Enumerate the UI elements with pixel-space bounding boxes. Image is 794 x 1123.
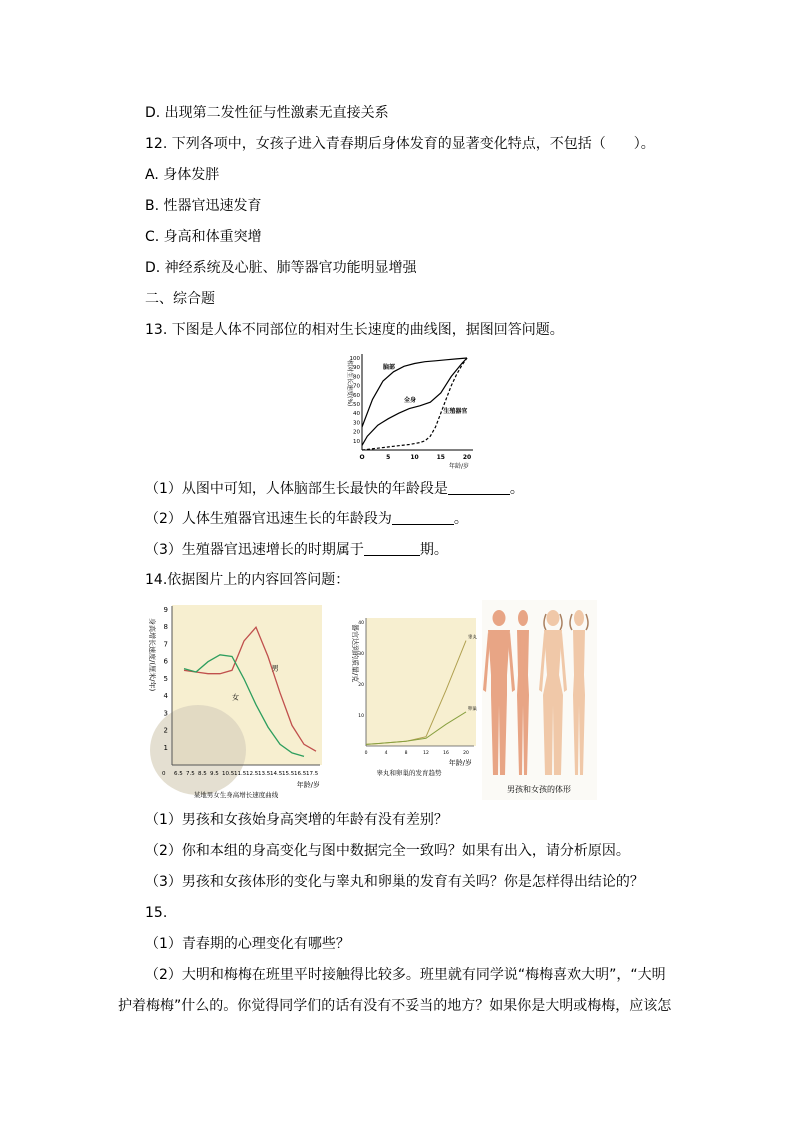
head-shape — [518, 610, 528, 626]
series-label: 生殖器官 — [443, 408, 468, 416]
body-shape-figure — [482, 600, 597, 800]
y-tick-label: 20 — [358, 683, 364, 688]
y-axis-label: 身高增长速度/(厘米/年) — [148, 618, 156, 692]
q15-stem: 15. — [145, 905, 168, 921]
y-tick-label: 30 — [353, 420, 360, 427]
x-tick-label: 12.5 — [246, 771, 259, 777]
x-tick-label: 4 — [384, 751, 388, 756]
figure-caption: 男孩和女孩的体形 — [507, 785, 571, 794]
head-shape — [547, 610, 560, 626]
x-axis-label: 年龄/岁 — [296, 781, 320, 789]
chart-caption: 睾丸和卵巢的发育趋势 — [376, 769, 442, 777]
x-tick-label: 10 — [410, 454, 419, 461]
y-tick-label: 2 — [163, 726, 168, 735]
x-tick-label: 5 — [386, 454, 391, 461]
answer-blank[interactable] — [364, 541, 420, 556]
y-tick-label: 7 — [163, 640, 168, 649]
q12-option-d: D. 神经系统及心脏、肺等器官功能明显增强 — [145, 260, 417, 276]
answer-blank[interactable] — [448, 480, 510, 495]
x-tick-label: 7.5 — [186, 771, 195, 777]
y-axis-label: 器官达到的质量/克 — [351, 624, 359, 683]
q12-option-b: B. 性器官迅速发育 — [145, 198, 262, 214]
x-tick-label: 11.5 — [234, 771, 247, 777]
section-2-heading: 二、综合题 — [145, 291, 215, 307]
gonad-development-chart — [336, 600, 482, 800]
y-tick-label: 80 — [353, 374, 360, 381]
series-label: 卵巢 — [468, 706, 477, 712]
q13-sub2: （2）人体生殖器官迅速生长的年龄段为 。 — [145, 511, 468, 527]
q14-sub2: （2）你和本组的身高变化与图中数据完全一致吗？如果有出入，请分析原因。 — [145, 843, 630, 859]
x-tick-label: 6.5 — [174, 771, 183, 777]
x-tick-label: 0 — [162, 771, 166, 777]
q14-sub3: （3）男孩和女孩体形的变化与睾丸和卵巢的发育有关吗？你是怎样得出结论的？ — [145, 874, 644, 890]
series-label: 全身 — [404, 397, 417, 405]
x-tick-label: 8.5 — [198, 771, 207, 777]
y-tick-label: 40 — [358, 621, 364, 626]
q11-option-d: D. 出现第二发性征与性激素无直接关系 — [145, 105, 389, 121]
y-tick-label: 90 — [353, 365, 360, 372]
y-tick-label: 60 — [353, 392, 360, 399]
y-tick-label: 9 — [163, 606, 168, 614]
y-tick-label: 8 — [163, 623, 168, 632]
y-tick-label: 1 — [163, 743, 168, 752]
y-tick-label: 10 — [358, 714, 364, 719]
head-shape — [574, 610, 584, 626]
y-tick-label: 3 — [163, 709, 168, 718]
q15-sub2-line2: 护着梅梅”什么的。你觉得同学们的话有没有不妥当的地方？如果你是大明或梅梅，应该怎 — [118, 998, 672, 1014]
x-tick-label: 16.5 — [294, 771, 307, 777]
q13-stem: 13. 下图是人体不同部位的相对生长速度的曲线图，据图回答问题。 — [145, 322, 564, 338]
series-label: 女 — [232, 693, 239, 702]
x-tick-label: 13.5 — [258, 771, 271, 777]
q13-sub1: （1）从图中可知，人体脑部生长最快的年龄段是 。 — [145, 481, 524, 497]
y-tick-label: 70 — [353, 383, 360, 390]
series-label: 脑部 — [383, 364, 396, 372]
q13-sub3: （3）生殖器官迅速增长的时期属于 期。 — [145, 542, 448, 558]
x-tick-label: 15 — [436, 454, 445, 461]
y-tick-label: 5 — [163, 674, 168, 683]
x-tick-label: 10.5 — [222, 771, 235, 777]
q14-stem: 14.依据图片上的内容回答问题： — [145, 572, 350, 588]
growth-speed-chart — [322, 350, 482, 470]
y-tick-label: 6 — [163, 657, 168, 666]
y-tick-label: 100 — [349, 356, 360, 362]
series-line-0 — [362, 358, 467, 427]
q12-stem: 12. 下列各项中，女孩子进入青春期后身体发育的显著变化特点，不包括（ ）。 — [145, 136, 655, 152]
y-tick-label: 20 — [353, 429, 360, 436]
x-tick-label: O — [359, 454, 365, 461]
x-tick-label: 12 — [423, 751, 429, 756]
q12-option-c: C. 身高和体重突增 — [145, 229, 262, 245]
y-tick-label: 10 — [353, 438, 360, 445]
y-tick-label: 50 — [353, 402, 360, 408]
y-tick-label: 4 — [163, 692, 168, 701]
y-tick-label: 40 — [353, 411, 360, 418]
x-tick-label: 17.5 — [306, 771, 319, 777]
x-tick-label: 0 — [364, 751, 368, 756]
chart-caption: 某地男女生身高增长速度曲线 — [193, 791, 279, 799]
x-tick-label: 16 — [443, 751, 449, 756]
x-tick-label: 9.5 — [210, 771, 219, 777]
q14-sub1: （1）男孩和女孩始身高突增的年龄有没有差别？ — [145, 812, 448, 828]
x-axis-label: 年龄/岁 — [448, 759, 472, 767]
y-tick-label: 30 — [358, 652, 364, 657]
series-label: 睾丸 — [468, 635, 477, 641]
x-axis-label: 年龄/岁 — [448, 463, 469, 470]
x-tick-label: 8 — [404, 751, 408, 756]
x-tick-label: 15.5 — [282, 771, 295, 777]
q15-sub2-line1: （2）大明和梅梅在班里平时接触得比较多。班里就有同学说“梅梅喜欢大明”，“大明 — [145, 967, 666, 983]
y-axis-label: 相对生长速度(%) — [346, 360, 353, 407]
x-tick-label: 20 — [463, 751, 469, 756]
q15-sub1: （1）青春期的心理变化有哪些？ — [145, 936, 350, 952]
series-label: 男 — [271, 664, 279, 673]
x-tick-label: 14.5 — [270, 771, 283, 777]
height-growth-chart — [146, 600, 324, 800]
x-tick-label: 20 — [462, 454, 472, 461]
head-shape — [493, 610, 506, 626]
answer-blank[interactable] — [392, 510, 454, 525]
q12-option-a: A. 身体发胖 — [145, 167, 220, 183]
